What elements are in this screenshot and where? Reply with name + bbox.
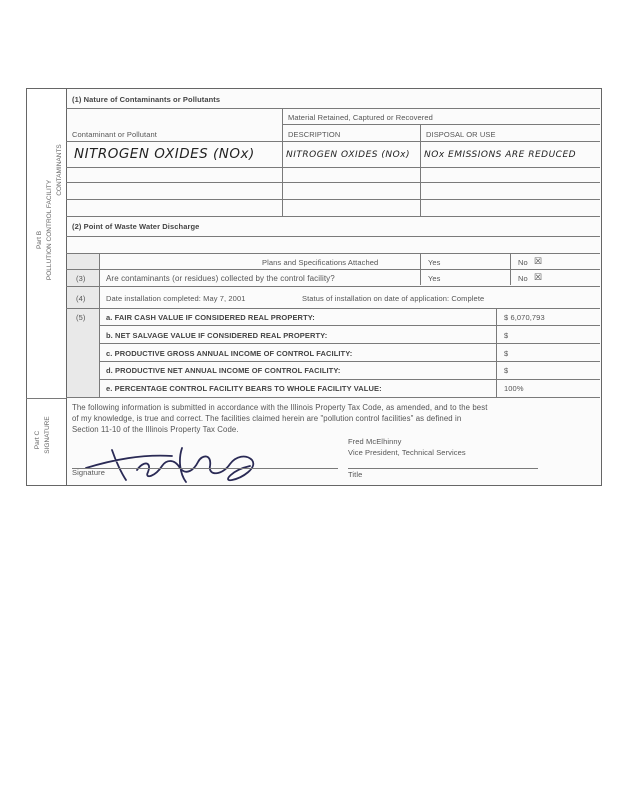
col-disposal-header: DISPOSAL OR USE: [426, 130, 496, 139]
value-c: $: [504, 349, 509, 358]
rule: [99, 325, 600, 326]
value-e: 100%: [504, 384, 524, 393]
q3-no: No: [518, 274, 528, 283]
rule: [66, 216, 600, 217]
value-e-label: e. PERCENTAGE CONTROL FACILITY BEARS TO WHOLE FACILITY VALUE:: [106, 384, 382, 393]
rule: [66, 199, 600, 200]
rule: [66, 108, 600, 109]
q4-date-text: Date installation completed: May 7, 2001: [106, 294, 246, 303]
rule: [282, 124, 600, 125]
side-divider: [26, 398, 66, 399]
rule: [99, 361, 600, 362]
q5-number: (5): [76, 313, 86, 322]
q3-yes: Yes: [428, 274, 441, 283]
column-divider: [420, 124, 421, 216]
section1-title: (1) Nature of Contaminants or Pollutants: [72, 95, 221, 104]
handwritten-signature: [82, 440, 272, 486]
row1-disposal: NOx EMISSIONS ARE REDUCED: [424, 150, 577, 160]
title-label: Title: [348, 470, 363, 479]
rule: [66, 269, 600, 270]
q3-number: (3): [76, 274, 86, 283]
plans-yes: Yes: [428, 258, 441, 267]
side-label-contaminants: CONTAMINANTS: [56, 144, 63, 196]
side-label-pollution-control: POLLUTION CONTROL FACILITY: [46, 179, 53, 281]
row1-description: NITROGEN OXIDES (NOx): [286, 150, 410, 160]
certification-line-1: The following information is submitted in accordance with the Illinois Property Tax Code, as amended, and to the best: [72, 403, 488, 412]
signature-line: [72, 468, 338, 469]
col-description-header: DESCRIPTION: [288, 130, 341, 139]
section2-title: (2) Point of Waste Water Discharge: [72, 222, 200, 231]
value-a: $ 6,070,793: [504, 313, 545, 322]
value-d: $: [504, 366, 509, 375]
rule: [66, 167, 600, 168]
certification-line-2: of my knowledge, is true and correct. The facilities claimed herein are "pollution control facilities" as defined in: [72, 414, 462, 423]
col-contaminant-header: Contaminant or Pollutant: [72, 130, 157, 139]
value-d-label: d. PRODUCTIVE NET ANNUAL INCOME OF CONTROL FACILITY:: [106, 366, 341, 375]
value-b-label: b. NET SALVAGE VALUE IF CONSIDERED REAL PROPERTY:: [106, 331, 328, 340]
signature-label: Signature: [72, 468, 106, 477]
rule: [66, 253, 600, 254]
side-label-part-c: Part C: [34, 430, 41, 450]
material-header: Material Retained, Captured or Recovered: [288, 113, 433, 122]
value-column-divider: [496, 308, 497, 398]
side-label-part-b: Part B: [36, 230, 43, 250]
title-line: [348, 468, 538, 469]
plans-no: No: [518, 258, 528, 267]
q3-no-check: ☒: [534, 272, 543, 282]
rule: [66, 141, 600, 142]
side-label-signature: SIGNATURE: [44, 416, 51, 454]
value-a-label: a. FAIR CASH VALUE IF CONSIDERED REAL PROPERTY:: [106, 313, 315, 322]
value-b: $: [504, 331, 509, 340]
plans-label: Plans and Specifications Attached: [262, 258, 379, 267]
rule: [66, 182, 600, 183]
q4-number: (4): [76, 294, 86, 303]
q3-text: Are contaminants (or residues) collected by the control facility?: [106, 274, 335, 283]
rule: [66, 308, 600, 309]
rule: [66, 397, 600, 398]
rule: [66, 236, 600, 237]
value-c-label: c. PRODUCTIVE GROSS ANNUAL INCOME OF CONTROL FACILITY:: [106, 349, 353, 358]
q4-status-text: Status of installation on date of application: Complete: [302, 294, 485, 303]
certification-line-3: Section 11-10 of the Illinois Property Tax Code.: [72, 425, 239, 434]
row-number-shade: [67, 254, 99, 269]
rule: [66, 286, 600, 287]
signer-name: Fred McElhinny: [348, 437, 402, 446]
rule: [99, 343, 600, 344]
signer-title: Vice President, Technical Services: [348, 448, 466, 457]
row-number-shade: [67, 309, 99, 397]
rule: [99, 379, 600, 380]
plans-no-check: ☒: [534, 256, 543, 266]
row1-contaminant: NITROGEN OXIDES (NOx): [74, 146, 255, 162]
